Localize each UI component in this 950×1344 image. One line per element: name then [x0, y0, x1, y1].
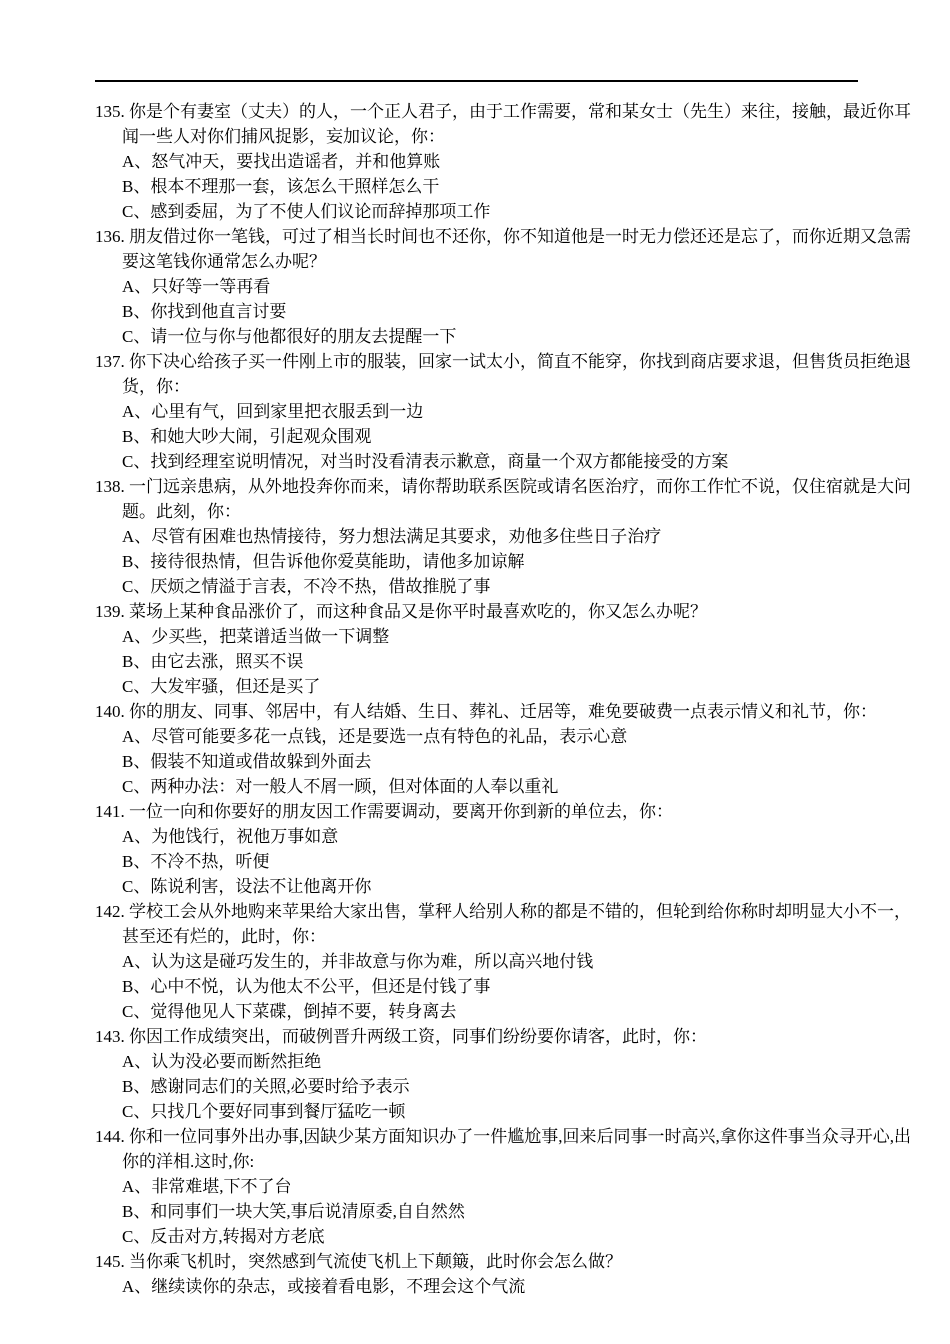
option-line: A、为他饯行，祝他万事如意: [122, 827, 339, 846]
question-text: 一位一向和你要好的朋友因工作需要调动，要离开你到新的单位去，你：: [129, 802, 673, 821]
question-options: [95, 1274, 913, 1299]
option-line: B、心中不悦，认为他太不公平，但还是付钱了事: [122, 977, 491, 996]
question-text: 学校工会从外地购来苹果给大家出售，掌秤人给别人称的都是不错的，但轮到给你称时却明显大小不一，甚至还有烂的，此时，你：: [122, 902, 911, 946]
option-line: B、不冷不热，听便: [122, 852, 270, 871]
question-text: 当你乘飞机时，突然感到气流使飞机上下颠簸，此时你会怎么做？: [129, 1252, 622, 1271]
option-line: A、少买些，把菜谱适当做一下调整: [122, 627, 390, 646]
question-head: [95, 349, 913, 399]
question-head: [95, 599, 913, 624]
option-line: C、只找几个要好同事到餐厅猛吃一顿: [122, 1102, 406, 1121]
option-line: B、假装不知道或借故躲到外面去: [122, 752, 372, 771]
option-line: C、大发牢骚，但还是买了: [122, 677, 321, 696]
option-line: A、认为这是碰巧发生的，并非故意与你为难，所以高兴地付钱: [122, 952, 594, 971]
option-line: B、感谢同志们的关照,必要时给予表示: [122, 1077, 410, 1096]
question-options: [95, 1049, 913, 1124]
question-text: 菜场上某种食品涨价了，而这种食品又是你平时最喜欢吃的，你又怎么办呢？: [129, 602, 707, 621]
question-text: 你因工作成绩突出，而破例晋升两级工资，同事们纷纷要你请客，此时，你：: [129, 1027, 707, 1046]
option-line: A、怒气冲天，要找出造谣者，并和他算账: [122, 152, 441, 171]
question-head: [95, 1024, 913, 1049]
question-text: 一门远亲患病，从外地投奔你而来，请你帮助联系医院或请名医治疗，而你工作忙不说，仅住宿就是大问题。此刻，你：: [122, 477, 911, 521]
question-text: 你下决心给孩子买一件刚上市的服装，回家一试太小，简直不能穿，你找到商店要求退，但售货员拒绝退货，你：: [122, 352, 911, 396]
question-text: 你的朋友、同事、邻居中，有人结婚、生日、葬礼、迁居等，难免要破费一点表示情义和礼节，你：: [129, 702, 877, 721]
question-options: [95, 949, 913, 1024]
question-item: [95, 224, 913, 349]
option-line: B、和同事们一块大笑,事后说清原委,自自然然: [122, 1202, 465, 1221]
question-head: [95, 224, 913, 274]
option-line: A、尽管有困难也热情接待，努力想法满足其要求，劝他多住些日子治疗: [122, 527, 662, 546]
question-item: [95, 1124, 913, 1249]
question-number: 136.: [95, 227, 125, 246]
option-line: B、和她大吵大闹，引起观众围观: [122, 427, 372, 446]
question-head: [95, 1124, 913, 1174]
option-line: A、认为没必要而断然拒绝: [122, 1052, 322, 1071]
question-item: [95, 799, 913, 899]
question-head: [95, 799, 913, 824]
question-options: [95, 824, 913, 899]
question-number: 141.: [95, 802, 125, 821]
question-number: 135.: [95, 102, 125, 121]
question-number: 142.: [95, 902, 125, 921]
question-options: [95, 724, 913, 799]
option-line: B、根本不理那一套，该怎么干照样怎么干: [122, 177, 440, 196]
header-rule: [95, 80, 858, 82]
question-text: 你是个有妻室（丈夫）的人，一个正人君子，由于工作需要，常和某女士（先生）来往，接触，最近你耳闻一些人对你们捕风捉影，妄加议论，你：: [122, 102, 911, 146]
question-item: [95, 599, 913, 699]
question-options: [95, 624, 913, 699]
question-head: [95, 1249, 913, 1274]
question-number: 137.: [95, 352, 125, 371]
question-options: [95, 524, 913, 599]
question-item: [95, 1024, 913, 1124]
question-list: [95, 99, 913, 1299]
question-item: [95, 474, 913, 599]
question-number: 139.: [95, 602, 125, 621]
option-line: A、只好等一等再看: [122, 277, 271, 296]
question-number: 138.: [95, 477, 125, 496]
question-options: [95, 399, 913, 474]
option-line: A、继续读你的杂志，或接着看电影，不理会这个气流: [122, 1277, 526, 1296]
option-line: A、非常难堪,下不了台: [122, 1177, 292, 1196]
question-options: [95, 149, 913, 224]
option-line: C、陈说利害，设法不让他离开你: [122, 877, 372, 896]
question-options: [95, 1174, 913, 1249]
option-line: B、由它去涨，照买不误: [122, 652, 304, 671]
option-line: A、心里有气，回到家里把衣服丢到一边: [122, 402, 424, 421]
question-options: [95, 274, 913, 349]
question-number: 140.: [95, 702, 125, 721]
question-item: [95, 99, 913, 224]
option-line: B、你找到他直言讨要: [122, 302, 287, 321]
question-head: [95, 899, 913, 949]
question-item: [95, 349, 913, 474]
question-head: [95, 699, 913, 724]
question-item: [95, 899, 913, 1024]
question-head: [95, 99, 913, 149]
question-item: [95, 699, 913, 799]
option-line: C、请一位与你与他都很好的朋友去提醒一下: [122, 327, 457, 346]
option-line: C、厌烦之情溢于言表，不冷不热，借故推脱了事: [122, 577, 491, 596]
option-line: A、尽管可能要多花一点钱，还是要选一点有特色的礼品，表示心意: [122, 727, 628, 746]
question-head: [95, 474, 913, 524]
question-text: 朋友借过你一笔钱，可过了相当长时间也不还你，你不知道他是一时无力偿还还是忘了，而你近期又急需要这笔钱你通常怎么办呢？: [122, 227, 911, 271]
option-line: C、感到委屈，为了不使人们议论而辞掉那项工作: [122, 202, 491, 221]
question-text: 你和一位同事外出办事,因缺少某方面知识办了一件尴尬事,回来后同事一时高兴,拿你这件事当众寻开心,出你的洋相.这时,你:: [122, 1127, 911, 1171]
question-number: 143.: [95, 1027, 125, 1046]
question-number: 145.: [95, 1252, 125, 1271]
question-item: [95, 1249, 913, 1299]
option-line: B、接待很热情，但告诉他你爱莫能助，请他多加谅解: [122, 552, 525, 571]
option-line: C、反击对方,转揭对方老底: [122, 1227, 325, 1246]
option-line: C、找到经理室说明情况，对当时没看清表示歉意，商量一个双方都能接受的方案: [122, 452, 729, 471]
option-line: C、觉得他见人下菜碟，倒掉不要，转身离去: [122, 1002, 457, 1021]
question-number: 144.: [95, 1127, 125, 1146]
option-line: C、两种办法：对一般人不屑一顾，但对体面的人奉以重礼: [122, 777, 559, 796]
